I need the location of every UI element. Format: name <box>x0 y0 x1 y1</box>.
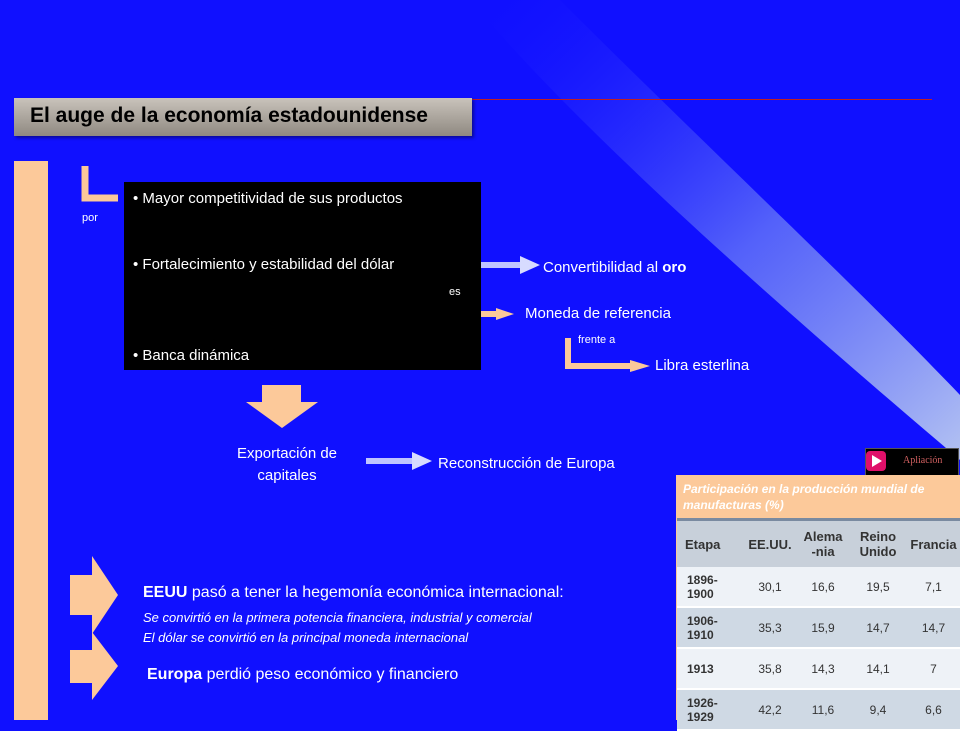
europa-rest: perdió peso económico y financiero <box>202 666 459 683</box>
table-cell: 30,1 <box>743 567 797 607</box>
table-cell <box>677 689 743 730</box>
table-header <box>849 521 907 567</box>
play-icon[interactable] <box>866 451 886 471</box>
moneda-label: Moneda de referencia <box>525 305 671 322</box>
table-header: EE.UU. <box>743 521 797 567</box>
table-cell <box>677 567 743 607</box>
table-header <box>797 521 849 567</box>
etapa-text: 1906-1910 <box>687 613 718 642</box>
convertibilidad-oro: oro <box>662 259 687 276</box>
etapa-text: 1896-1900 <box>687 572 718 601</box>
cause-item: • Banca dinámica <box>133 347 250 364</box>
reconstruccion-label: Reconstrucción de Europa <box>438 455 615 472</box>
causes-box <box>124 182 481 370</box>
europa-bold: Europa <box>147 666 203 683</box>
table-cell: 14,3 <box>797 648 849 689</box>
header-text: Reino Unido <box>859 529 897 559</box>
exportacion-line: capitales <box>257 467 317 484</box>
table-caption: Participación en la producción mundial de manufacturas (%) <box>683 482 925 512</box>
table-cell: 7,1 <box>907 567 960 607</box>
etapa-text: 1926-1929 <box>687 695 718 724</box>
table-cell: 7 <box>907 648 960 689</box>
table-cell: 42,2 <box>743 689 797 730</box>
exportacion-label <box>224 443 350 487</box>
convertibilidad-label <box>543 259 686 276</box>
ampliacion-label[interactable]: Apliación <box>903 455 943 466</box>
table-row <box>677 567 960 607</box>
eeuu-detail-1: Se convirtió en la primera potencia financiera, industrial y comercial <box>143 610 532 625</box>
table-cell: 35,8 <box>743 648 797 689</box>
table-cell: 6,6 <box>907 689 960 730</box>
eeuu-bold: EEUU <box>143 584 188 601</box>
title-underline <box>472 99 932 100</box>
europa-heading <box>147 666 458 684</box>
table-row <box>677 648 960 689</box>
libra-label: Libra esterlina <box>655 357 750 374</box>
convertibilidad-text: Convertibilidad al <box>543 259 659 276</box>
side-bar <box>14 161 48 720</box>
table-cell: 14,1 <box>849 648 907 689</box>
label-frente-a: frente a <box>578 334 616 346</box>
cause-item: • Fortalecimiento y estabilidad del dólar <box>133 256 395 273</box>
eeuu-detail-2: El dólar se convirtió en la principal moneda internacional <box>143 630 469 645</box>
table-header: Etapa <box>677 521 743 567</box>
table-cell: 14,7 <box>849 607 907 648</box>
table-cell: 14,7 <box>907 607 960 648</box>
cause-text: Fortalecimiento y estabilidad del dólar <box>142 256 395 273</box>
table-cell: 9,4 <box>849 689 907 730</box>
exportacion-line: Exportación de <box>236 445 338 462</box>
cause-text: Mayor competitividad de sus productos <box>142 190 403 207</box>
page-title: El auge de la economía estadounidense <box>30 104 428 127</box>
header-text: Alema-nia <box>803 529 843 559</box>
label-por: por <box>82 212 98 224</box>
table-cell: 16,6 <box>797 567 849 607</box>
table-cell: 11,6 <box>797 689 849 730</box>
label-es: es <box>449 286 461 298</box>
table-cell: 15,9 <box>797 607 849 648</box>
cause-text: Banca dinámica <box>142 347 250 364</box>
table-cell: 35,3 <box>743 607 797 648</box>
cause-item: • Mayor competitividad de sus productos <box>133 190 403 207</box>
table-cell: 1913 <box>677 648 743 689</box>
eeuu-heading <box>143 584 564 602</box>
table-row <box>677 607 960 648</box>
table-row <box>677 689 960 730</box>
table-header: Francia <box>907 521 960 567</box>
table-cell: 19,5 <box>849 567 907 607</box>
table-cell <box>677 607 743 648</box>
manufacturing-table <box>677 518 960 723</box>
eeuu-rest: pasó a tener la hegemonía económica internacional: <box>187 584 564 601</box>
